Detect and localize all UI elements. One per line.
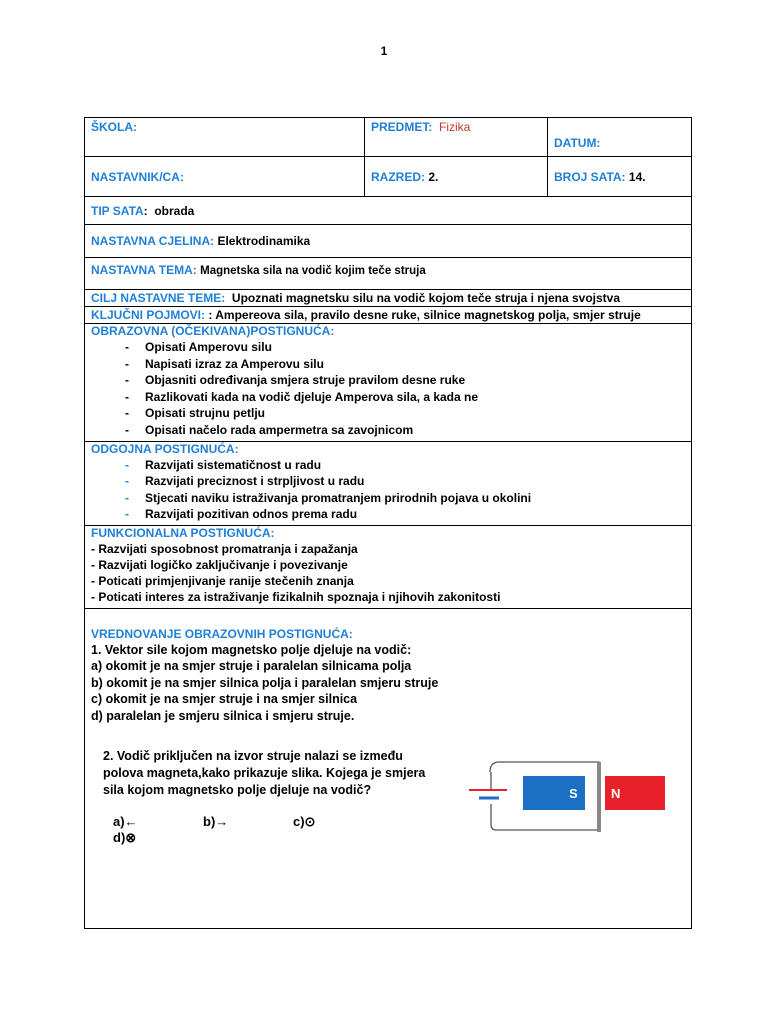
q1-option-c: c) okomit je na smjer struje i na smjer silnica bbox=[91, 692, 358, 707]
funkcionalna-title: FUNKCIONALNA POSTIGNUĆA: bbox=[91, 525, 275, 540]
obrazovna-title: OBRAZOVNA (OČEKIVANA)POSTIGNUĆA: bbox=[91, 324, 335, 338]
odgojna-section bbox=[85, 441, 692, 525]
page-number: 1 bbox=[380, 44, 388, 58]
list-item: - Razlikovati kada na vodič djeluje Amperova sila, a kada ne bbox=[125, 389, 685, 406]
obrazovna-section bbox=[85, 324, 692, 442]
razred-label: RAZRED: bbox=[371, 169, 425, 184]
nastavna-cjelina-label: NASTAVNA CJELINA: bbox=[91, 234, 215, 248]
q2-answer-b: b)→ bbox=[203, 814, 229, 830]
nastavna-cjelina-row bbox=[85, 225, 692, 258]
q2-answer-d: d)⊗ bbox=[113, 830, 137, 846]
list-item: - Objasniti određivanja smjera struje pravilom desne ruke bbox=[125, 372, 685, 389]
magnet-s-label: S bbox=[569, 786, 578, 802]
nastavnik-cell bbox=[85, 157, 365, 197]
q2-answer-c: c)⊙ bbox=[293, 814, 316, 830]
list-item: - Poticati primjenjivanje ranije stečenih znanja bbox=[91, 573, 354, 588]
list-item: - Opisati načelo rada ampermetra sa zavojnicom bbox=[125, 422, 685, 439]
cilj-value: Upoznati magnetsku silu na vodič kojom teče struja i njena svojstva bbox=[231, 291, 621, 305]
odgojna-list bbox=[91, 457, 685, 523]
list-item: - Poticati interes za istraživanje fizikalnih spoznaja i njihovih zakonitosti bbox=[91, 589, 501, 604]
datum-label: DATUM: bbox=[554, 136, 601, 150]
q2-answers bbox=[113, 814, 443, 846]
skola-cell bbox=[85, 118, 365, 157]
list-item: - Opisati strujnu petlju bbox=[125, 405, 685, 422]
tip-sata-label: TIP SATA bbox=[91, 203, 144, 218]
vrednovanje-title: VREDNOVANJE OBRAZOVNIH POSTIGNUĆA: bbox=[91, 626, 353, 641]
nastavna-tema-row bbox=[85, 258, 692, 290]
predmet-label: PREDMET: bbox=[371, 120, 433, 134]
skola-label: ŠKOLA: bbox=[91, 120, 137, 134]
cilj-row bbox=[85, 290, 692, 307]
predmet-cell bbox=[365, 118, 548, 157]
list-item: - Razvijati pozitivan odnos prema radu bbox=[125, 506, 685, 523]
nastavna-cjelina-value: Elektrodinamika bbox=[217, 234, 311, 248]
question-2: 2. Vodič priključen na izvor struje nalazi se između polova magneta,kako prikazuje slika. Kojega je smjera sila kojom magnetsko polje djeluje na vodič? bbox=[103, 749, 426, 798]
kljucni-pojmovi-row bbox=[85, 307, 692, 324]
predmet-value: Fizika bbox=[439, 120, 471, 134]
nastavna-tema-label: NASTAVNA TEMA: bbox=[91, 263, 197, 277]
conductor-wire bbox=[597, 762, 601, 832]
magnet-n-label: N bbox=[611, 786, 621, 802]
list-item: - Razvijati preciznost i strpljivost u radu bbox=[125, 473, 685, 490]
q2-answer-a: a)← bbox=[113, 814, 138, 830]
kljucni-pojmovi-value: : Ampereova sila, pravilo desne ruke, silnice magnetskog polja, smjer struje bbox=[208, 308, 641, 322]
list-item: - Napisati izraz za Amperovu silu bbox=[125, 356, 685, 373]
list-item: - Opisati Amperovu silu bbox=[125, 339, 685, 356]
obrazovna-list bbox=[91, 339, 685, 439]
razred-cell bbox=[365, 157, 548, 197]
vrednovanje-section bbox=[85, 608, 692, 928]
funkcionalna-section bbox=[85, 525, 692, 608]
kljucni-pojmovi-label: KLJUČNI POJMOVI: bbox=[91, 308, 206, 322]
list-item: - Razvijati logičko zaključivanje i povezivanje bbox=[91, 557, 348, 572]
list-item: - Razvijati sistematičnost u radu bbox=[125, 457, 685, 474]
tip-sata-row: TIP SATA: obrada bbox=[85, 197, 692, 225]
q1-option-a: a) okomit je na smjer struje i paralelan silnicama polja bbox=[91, 659, 412, 674]
broj-sata-value: 14. bbox=[628, 169, 646, 184]
broj-sata-label: BROJ SATA: bbox=[554, 169, 626, 184]
magnet-circuit-figure bbox=[463, 754, 668, 836]
datum-cell bbox=[548, 118, 692, 157]
lesson-plan-table bbox=[84, 117, 692, 929]
list-item: - Razvijati sposobnost promatranja i zapažanja bbox=[91, 541, 358, 556]
razred-value: 2. bbox=[428, 169, 439, 184]
broj-sata-cell bbox=[548, 157, 692, 197]
nastavnik-label: NASTAVNIK/CA: bbox=[91, 169, 184, 184]
nastavna-tema-value: Magnetska sila na vodič kojim teče struja bbox=[200, 265, 426, 277]
cilj-label: CILJ NASTAVNE TEME: bbox=[91, 291, 226, 305]
q1-option-d: d) paralelan je smjeru silnica i smjeru struje. bbox=[91, 708, 355, 723]
tip-sata-value: obrada bbox=[154, 203, 195, 218]
q1-option-b: b) okomit je na smjer silnica polja i paralelan smjeru struje bbox=[91, 675, 439, 690]
question-1: 1. Vektor sile kojom magnetsko polje djeluje na vodič: bbox=[91, 642, 412, 657]
odgojna-title: ODGOJNA POSTIGNUĆA: bbox=[91, 441, 239, 456]
list-item: - Stjecati naviku istraživanja promatranjem prirodnih pojava u okolini bbox=[125, 490, 685, 507]
question-2-block bbox=[91, 724, 685, 894]
